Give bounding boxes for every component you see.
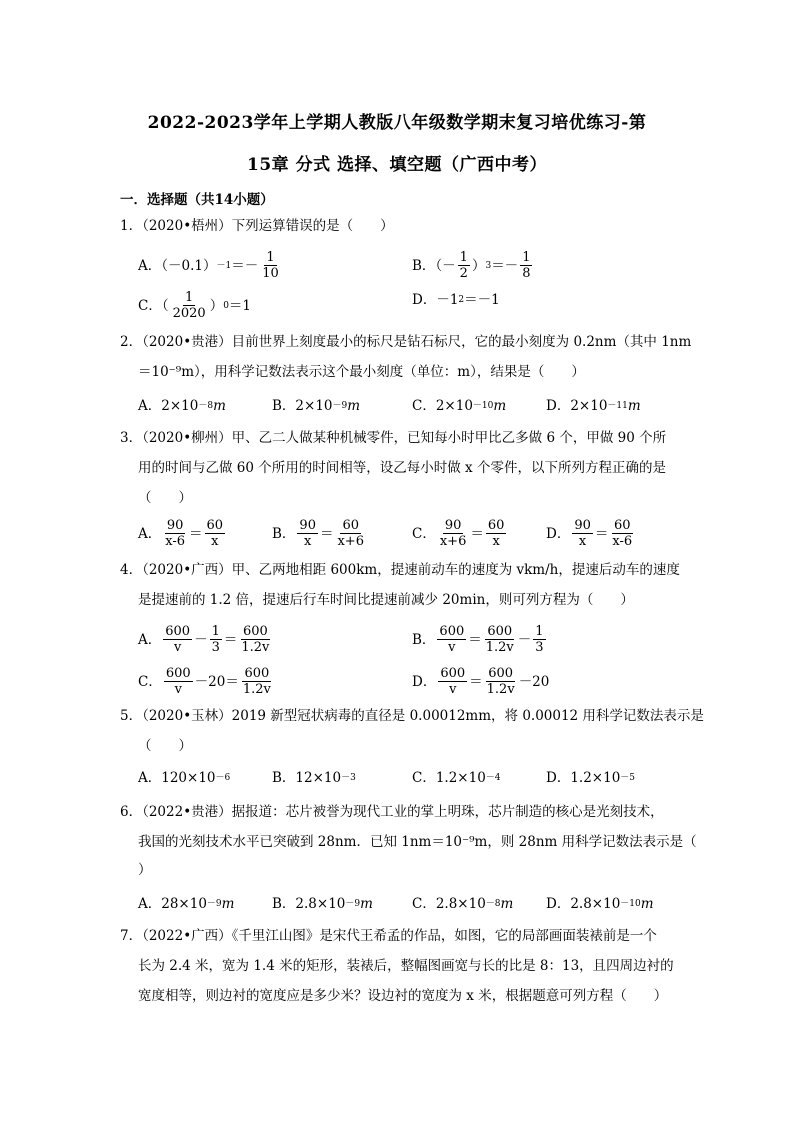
q1-option-b: B．（－ $\frac{1}{2}$ ） 3 ＝－ $\frac{1}{8}$ (412, 250, 531, 281)
q3-option-c: C． $\frac{90}{x+6}$ ＝ $\frac{60}{x}$ (412, 518, 505, 549)
q1-option-c: C．（ $\frac{1}{2020}$ ） 0 ＝1 (138, 290, 252, 321)
q5-line-1: 5．（2020•玉林）2019 新型冠状病毒的直径是 0.00012mm，将 0.00012 用科学记数法表示是 (120, 708, 704, 724)
q4-option-d: D． $\frac{600}{v}$ ＝ $\frac{600}{1.2v}$ －20 (412, 666, 550, 697)
q5-option-c: C．1.2×10 －4 (412, 770, 501, 786)
q3-line-2: 用的时间与乙做 60 个所用的时间相等，设乙每小时做 x 个零件，以下所列方程正确的是 (138, 460, 666, 476)
q7-line-2: 长为 2.4 米，宽为 1.4 米的矩形，装裱后，整幅图画宽与长的比是 8：13，且四周边衬的 (138, 958, 674, 974)
q2-line-1: 2．（2020•贵港）目前世界上刻度最小的标尺是钻石标尺，它的最小刻度为 0.2nm（其中 1nm (120, 334, 692, 350)
q6-line-1: 6．（2022•贵港）据报道：芯片被誉为现代工业的掌上明珠，芯片制造的核心是光刻技术， (120, 804, 664, 820)
q6-option-d: D．2.8×10 －10 m (546, 896, 654, 912)
q3-option-b: B． $\frac{90}{x}$ ＝ $\frac{60}{x+6}$ (272, 518, 364, 549)
q4-line-1: 4．（2020•广西）甲、乙两地相距 600km，提速前动车的速度为 vkm/h，提速后动车的速度 (120, 562, 680, 578)
q7-line-3: 宽度相等，则边衬的宽度应是多少米？设边衬的宽度为 x 米，根据题意可列方程（ ） (138, 988, 668, 1004)
q1-stem: 1．（2020•梧州）下列运算错误的是（ ） (120, 218, 394, 234)
q1-option-a: A．（－0.1） －1 ＝－ $\frac{1}{10}$ (138, 250, 279, 281)
q3-line-3: （ ） (138, 490, 192, 506)
q3-line-1: 3．（2020•柳州）甲、乙二人做某种机械零件，已知每小时甲比乙多做 6 个，甲做 90 个所 (120, 430, 667, 446)
q5-option-a: A．120×10 －6 (138, 770, 231, 786)
q2-option-a: A．2×10 －8 m (138, 398, 226, 414)
q5-option-b: B．12×10 －3 (272, 770, 356, 786)
q3-option-d: D． $\frac{90}{x}$ ＝ $\frac{60}{x-6}$ (546, 518, 633, 549)
q7-line-1: 7．（2022•广西）《千里江山图》是宋代王希孟的作品，如图，它的局部画面装裱前是一个 (120, 928, 657, 944)
section-heading: 一．选择题（共14小题） (120, 192, 274, 208)
q1-option-d: D．－1 2 ＝－1 (412, 292, 500, 308)
q2-line-2: ＝10⁻⁹m），用科学记数法表示这个最小刻度（单位：m），结果是（ ） (138, 364, 585, 380)
q5-line-2: （ ） (138, 738, 192, 754)
title-line-1: 2022-2023学年上学期人教版八年级数学期末复习培优练习-第 (147, 113, 647, 133)
q2-option-d: D．2×10 －11 m (546, 398, 641, 414)
title-line-2: 15章 分式 选择、填空题（广西中考） (247, 155, 547, 175)
q4-option-c: C． $\frac{600}{v}$ －20＝ $\frac{600}{1.2v}$ (138, 666, 271, 697)
q6-option-a: A．28×10 －9 m (138, 896, 235, 912)
q6-option-b: B．2.8×10 －9 m (272, 896, 373, 912)
q4-option-a: A． $\frac{600}{v}$ － $\frac{1}{3}$ ＝ $\frac{600}{1.2v}$ (138, 624, 270, 655)
q3-option-a: A． $\frac{90}{x-6}$ ＝ $\frac{60}{x}$ (138, 518, 224, 549)
q4-line-2: 是提速前的 1.2 倍，提速后行车时间比提速前减少 20min，则可列方程为（ ） (138, 592, 634, 608)
q2-option-b: B．2×10 －9 m (272, 398, 361, 414)
q2-option-c: C．2×10 －10 m (412, 398, 507, 414)
q6-line-2: 我国的光刻技术水平已突破到 28nm．已知 1nm＝10⁻⁹m，则 28nm 用科学记数法表示是（ (138, 834, 697, 850)
q6-option-c: C．2.8×10 －8 m (412, 896, 514, 912)
q4-option-b: B． $\frac{600}{v}$ ＝ $\frac{600}{1.2v}$ － $\frac{1}{3}$ (412, 624, 544, 655)
q5-option-d: D．1.2×10 －5 (546, 770, 636, 786)
q6-line-3: ） (138, 862, 152, 878)
